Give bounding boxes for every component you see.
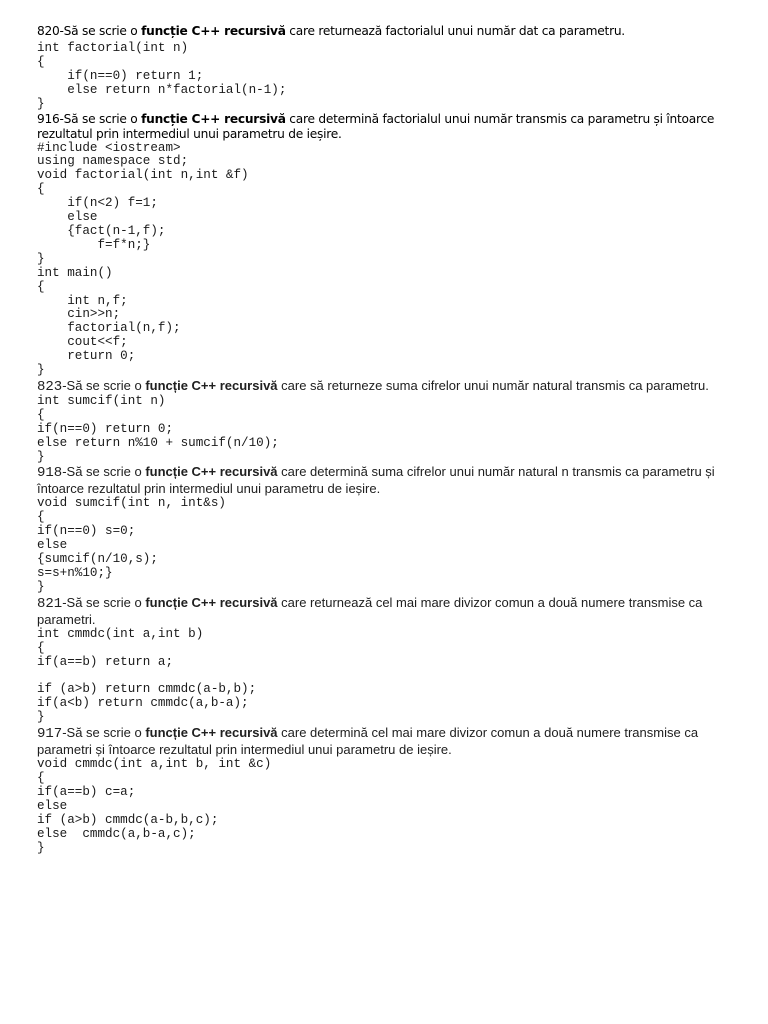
problem-heading <box>37 725 737 758</box>
problem-suffix: care determină suma cifrelor unui număr natural n transmis ca parametru și întoarce rezultatul prin intermediul unui parametru de ieșire. <box>37 464 715 497</box>
problem-emphasis: funcție C++ recursivă <box>145 594 278 610</box>
problem-prefix: -Să se scrie o <box>62 464 146 480</box>
code-block: void sumcif(int n, int&s) { if(n==0) s=0; else {sumcif(n/10,s); s=s+n%10;} } <box>37 496 226 594</box>
code-block: int sumcif(int n) { if(n==0) return 0; else return n%10 + sumcif(n/10); } <box>37 393 279 464</box>
problem-heading <box>37 112 737 142</box>
problem-suffix: care determină cel mai mare divizor comun a două numere transmise ca parametri și întoarce rezultatul prin intermediul unui parametru de ieșire. <box>37 725 699 758</box>
problem-prefix: -Să se scrie o <box>62 594 146 610</box>
problem-916 <box>37 112 737 378</box>
problem-emphasis: funcție C++ recursivă <box>141 24 286 38</box>
problem-917 <box>37 725 737 855</box>
problem-820 <box>37 24 737 112</box>
problem-number: 918 <box>37 465 63 482</box>
problem-emphasis: funcție C++ recursivă <box>141 111 286 126</box>
problem-918 <box>37 464 737 594</box>
problem-heading <box>37 464 737 497</box>
problem-number: 916 <box>37 111 60 126</box>
problem-suffix: care returnează factorialul unui număr dat ca parametru. <box>285 24 625 38</box>
problem-emphasis: funcție C++ recursivă <box>145 725 278 741</box>
problem-heading <box>37 378 737 395</box>
problem-prefix: -Să se scrie o <box>59 24 142 38</box>
problem-821 <box>37 595 737 725</box>
problem-heading <box>37 595 737 628</box>
problem-suffix: care determină factorialul unui număr transmis ca parametru și întoarce rezultatul prin intermediul unui parametru de ieșire. <box>37 111 715 141</box>
code-block: void cmmdc(int a,int b, int &c) { if(a==b) c=a; else if (a>b) cmmdc(a-b,b,c); else cmmdc(a,b-a,c); } <box>37 757 272 855</box>
problem-suffix: care să returneze suma cifrelor unui număr natural transmis ca parametru. <box>277 377 709 393</box>
document-page <box>37 24 737 856</box>
problem-suffix: care returnează cel mai mare divizor comun a două numere transmise ca parametri. <box>37 594 703 627</box>
problem-emphasis: funcție C++ recursivă <box>145 464 278 480</box>
problem-number: 821 <box>37 595 63 612</box>
problem-number: 820 <box>37 24 60 38</box>
problem-heading <box>37 24 737 39</box>
problem-emphasis: funcție C++ recursivă <box>145 377 278 393</box>
problem-prefix: -Să se scrie o <box>59 111 142 126</box>
problem-823 <box>37 378 737 465</box>
code-block: #include <iostream> using namespace std; void factorial(int n,int &f) { if(n<2) f=1; else {fact(n-1,f); f=f*n;} } int main() { int n,f; cin>>n; factorial(n,f); cout<<f; return 0; } <box>37 140 249 378</box>
code-block: int factorial(int n) { if(n==0) return 1; else return n*factorial(n-1); } <box>37 41 287 111</box>
problem-number: 917 <box>37 726 63 743</box>
problem-number: 823 <box>37 378 63 395</box>
problem-prefix: -Să se scrie o <box>62 725 146 741</box>
code-block: int cmmdc(int a,int b) { if(a==b) return a; if (a>b) return cmmdc(a-b,b); if(a<b) return cmmdc(a,b-a); } <box>37 626 257 725</box>
problem-prefix: -Să se scrie o <box>62 377 146 393</box>
